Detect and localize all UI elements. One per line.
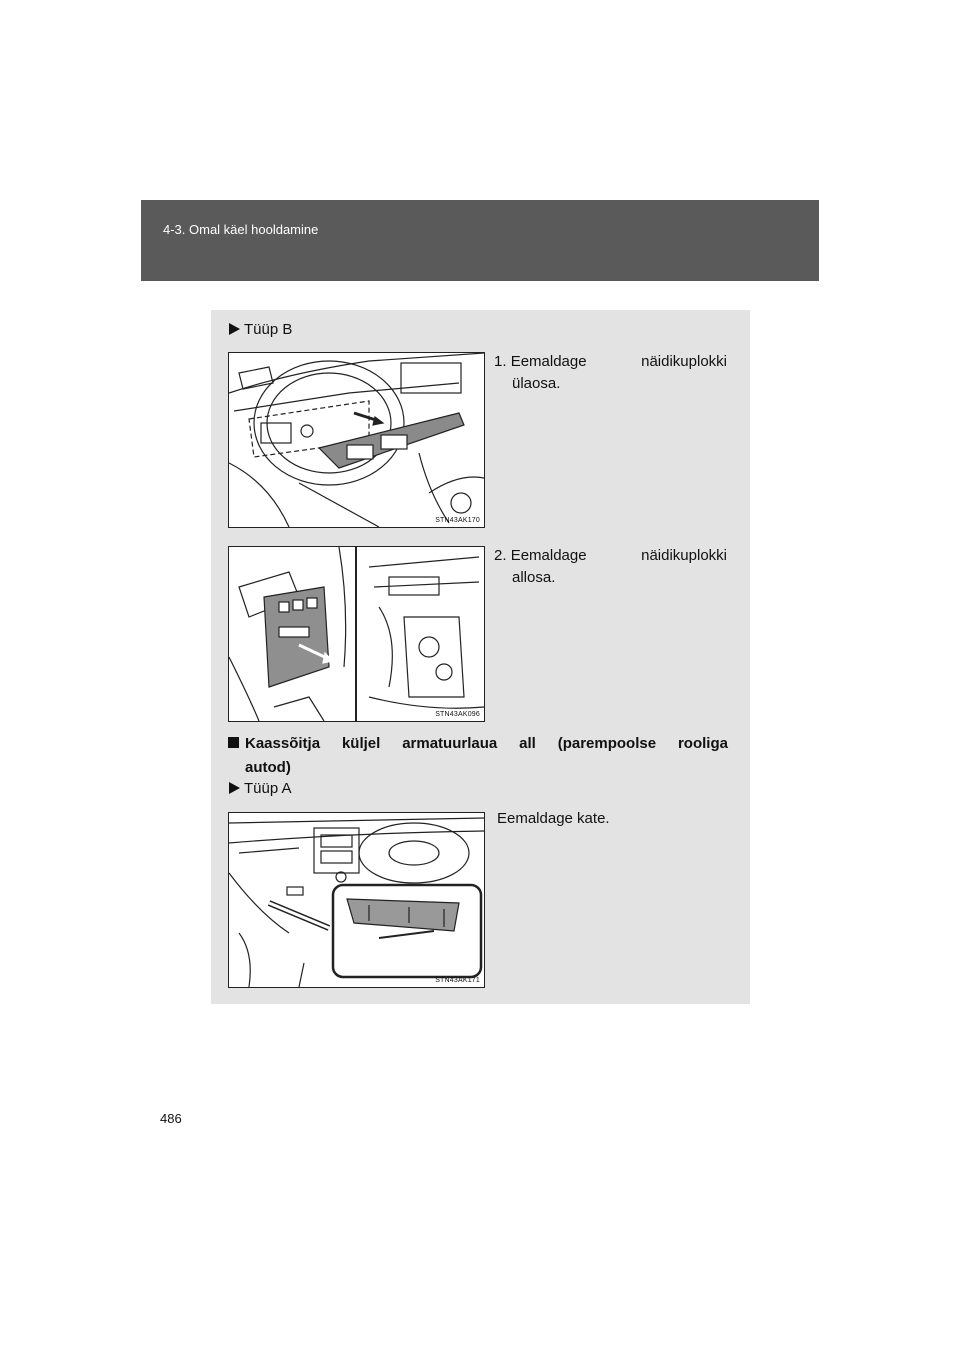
heading-word: armatuurlaua xyxy=(402,735,498,752)
dashboard-upper-illustration xyxy=(229,353,484,527)
type-b-marker xyxy=(229,321,292,338)
step-2-number-word: 2. Eemaldage xyxy=(494,547,587,564)
heading-word: Kaassõitja xyxy=(228,732,320,756)
figure-code: STN43AK096 xyxy=(435,711,480,718)
heading-word: (parempoolse xyxy=(557,735,657,752)
section-heading xyxy=(228,732,728,780)
step-1-line2: ülaosa. xyxy=(512,375,561,392)
heading-word: all xyxy=(519,735,536,752)
step-2-text xyxy=(494,545,727,589)
illustration-remove-cover xyxy=(228,812,485,988)
page-number: 486 xyxy=(160,1111,182,1126)
chapter-section-title: 4-3. Omal käel hooldamine xyxy=(163,222,319,237)
step-1-number-word: 1. Eemaldage xyxy=(494,353,587,370)
chapter-header-bar xyxy=(141,200,819,281)
figure-code: STN43AK170 xyxy=(435,517,480,524)
heading-line2: autod) xyxy=(245,759,291,776)
step-1-word2: näidikuplokki xyxy=(641,353,727,370)
square-bullet-icon xyxy=(228,737,239,748)
type-b-label: Tüüp B xyxy=(244,321,293,338)
triangle-bullet-icon xyxy=(229,323,240,335)
passenger-side-illustration xyxy=(229,813,484,987)
illustration-remove-panel-upper xyxy=(228,352,485,528)
triangle-bullet-icon xyxy=(229,782,240,794)
figure-code: STN43AK171 xyxy=(435,977,480,984)
step-1-text xyxy=(494,351,727,395)
step-2-word2: näidikuplokki xyxy=(641,547,727,564)
dashboard-lower-illustration xyxy=(229,547,484,721)
type-a-label: Tüüp A xyxy=(244,780,292,797)
heading-word: rooliga xyxy=(677,735,728,752)
heading-word: küljel xyxy=(341,735,381,752)
step-2-line2: allosa. xyxy=(512,569,556,586)
illustration-remove-panel-lower xyxy=(228,546,485,722)
type-a-instruction: Eemaldage kate. xyxy=(497,810,610,827)
type-a-marker xyxy=(229,780,292,797)
